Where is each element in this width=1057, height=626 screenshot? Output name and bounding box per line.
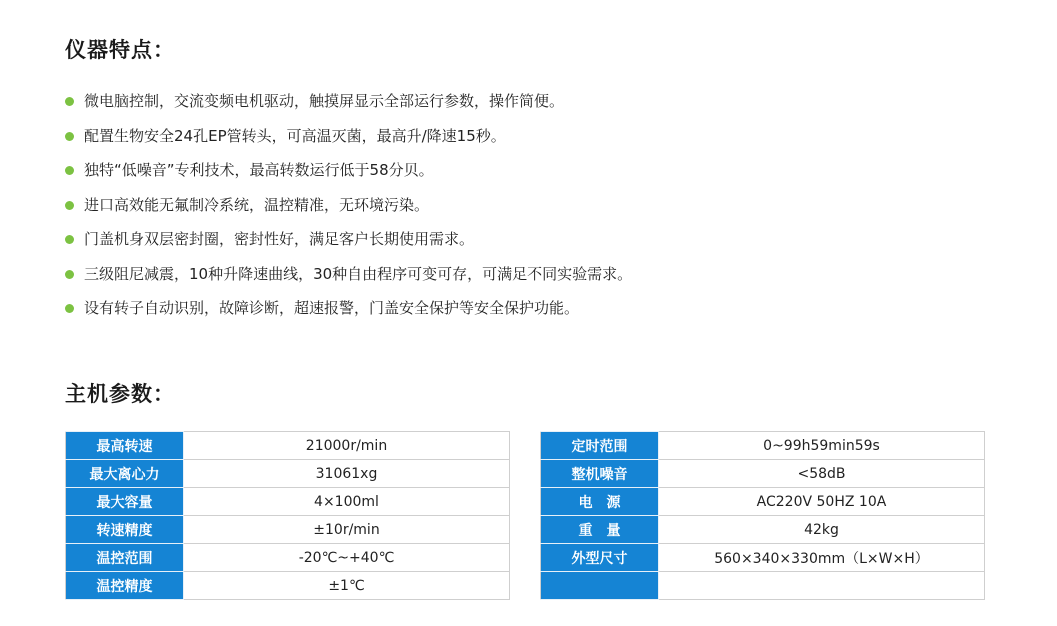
param-value: 31061xg (184, 460, 510, 488)
feature-text: 三级阻尼减震，10种升降速曲线，30种自由程序可变可存，可满足不同实验需求。 (84, 264, 633, 283)
table-row (66, 544, 510, 572)
table-row (66, 460, 510, 488)
bullet-dot-icon (65, 166, 74, 175)
param-key: 温控精度 (66, 572, 184, 600)
table-row (541, 460, 985, 488)
params-table-right (540, 431, 985, 600)
param-key: 重 量 (541, 516, 659, 544)
bullet-dot-icon (65, 97, 74, 106)
feature-text: 设有转子自动识别，故障诊断，超速报警，门盖安全保护等安全保护功能。 (84, 299, 580, 317)
feature-text: 配置生物安全24孔EP管转头，可高温灭菌，最高升/降速15秒。 (84, 126, 506, 145)
feature-item (65, 123, 632, 158)
table-row (541, 572, 985, 600)
param-value: <58dB (659, 460, 985, 488)
param-key: 整机噪音 (541, 460, 659, 488)
feature-item (65, 226, 632, 261)
bullet-dot-icon (65, 201, 74, 210)
features-list (65, 88, 632, 330)
bullet-dot-icon (65, 304, 74, 313)
param-value: AC220V 50HZ 10A (659, 488, 985, 516)
feature-item (65, 157, 632, 192)
features-title: 仪器特点： (65, 38, 175, 62)
param-value: ±10r/min (184, 516, 510, 544)
bullet-dot-icon (65, 132, 74, 141)
table-row (541, 516, 985, 544)
feature-text: 门盖机身双层密封圈，密封性好，满足客户长期使用需求。 (84, 230, 475, 248)
param-key: 温控范围 (66, 544, 184, 572)
param-key: 最大容量 (66, 488, 184, 516)
param-key: 最大离心力 (66, 460, 184, 488)
param-value: 42kg (659, 516, 985, 544)
table-row (66, 488, 510, 516)
param-key: 外型尺寸 (541, 544, 659, 572)
feature-item (65, 295, 632, 330)
param-key: 最高转速 (66, 432, 184, 460)
table-row (66, 572, 510, 600)
feature-text: 微电脑控制，交流变频电机驱动，触摸屏显示全部运行参数，操作简便。 (84, 92, 565, 110)
param-value: 21000r/min (184, 432, 510, 460)
param-key: 转速精度 (66, 516, 184, 544)
param-key (541, 572, 659, 600)
table-row (541, 488, 985, 516)
feature-text: 进口高效能无氟制冷系统，温控精准，无环境污染。 (84, 195, 430, 214)
param-value: ±1℃ (184, 572, 510, 600)
param-value (659, 572, 985, 600)
table-row (66, 516, 510, 544)
param-key: 电 源 (541, 488, 659, 516)
param-value: -20℃~+40℃ (184, 544, 510, 572)
bullet-dot-icon (65, 235, 74, 244)
params-table-left (65, 431, 510, 600)
params-title: 主机参数： (65, 382, 175, 406)
feature-item (65, 261, 632, 296)
param-key: 定时范围 (541, 432, 659, 460)
table-row (541, 432, 985, 460)
feature-item (65, 88, 632, 123)
param-value: 560×340×330mm（L×W×H） (659, 544, 985, 572)
table-row (66, 432, 510, 460)
table-row (541, 544, 985, 572)
feature-text: 独特“低噪音”专利技术，最高转数运行低于58分贝。 (84, 161, 434, 179)
param-value: 0~99h59min59s (659, 432, 985, 460)
param-value: 4×100ml (184, 488, 510, 516)
bullet-dot-icon (65, 270, 74, 279)
feature-item (65, 192, 632, 227)
